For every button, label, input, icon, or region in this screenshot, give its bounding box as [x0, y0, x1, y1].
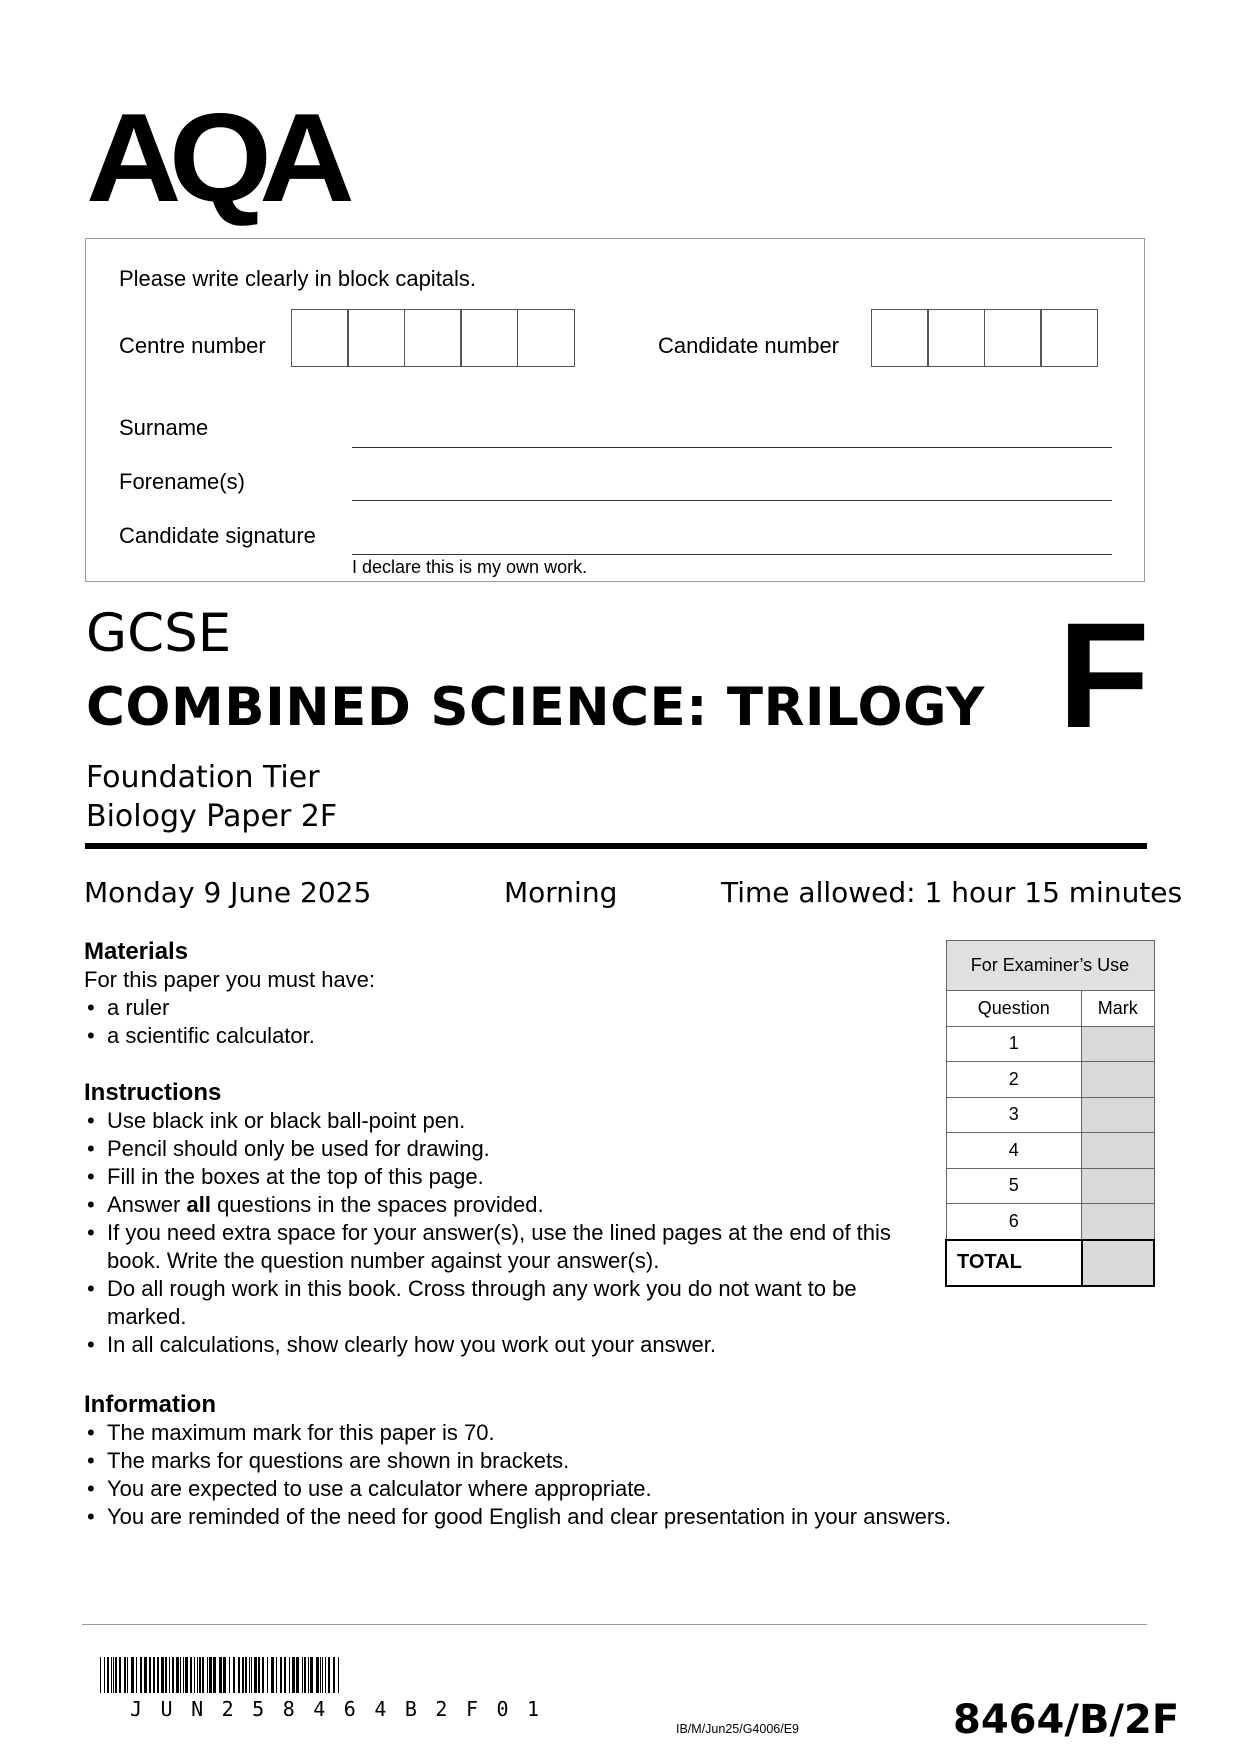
table-row — [946, 1168, 1154, 1204]
subject-title: COMBINED SCIENCE: TRILOGY — [86, 677, 985, 738]
centre-number-boxes — [292, 309, 575, 367]
block-capitals-instruction: Please write clearly in block capitals. — [119, 266, 477, 291]
instruction-item: • In all calculations, show clearly how you work out your answer. — [84, 1331, 924, 1359]
information-item: • You are reminded of the need for good English and clear presentation in your answers. — [84, 1503, 1084, 1531]
tier-letter: F — [1058, 591, 1150, 759]
information-item: • The maximum mark for this paper is 70. — [84, 1419, 1084, 1447]
centre-number-box[interactable] — [347, 309, 405, 367]
question-number: 4 — [946, 1133, 1082, 1169]
total-row — [946, 1240, 1154, 1286]
question-number: 2 — [946, 1062, 1082, 1098]
information-item: • The marks for questions are shown in brackets. — [84, 1447, 1084, 1475]
examiner-use-table — [945, 940, 1155, 1287]
table-row — [946, 1026, 1154, 1062]
paper-name: Biology Paper 2F — [86, 799, 338, 834]
declaration-text: I declare this is my own work. — [352, 557, 588, 577]
footer-rule — [82, 1624, 1147, 1625]
instruction-text: questions in the spaces provided. — [210, 1192, 544, 1217]
candidate-number-box[interactable] — [984, 309, 1042, 367]
candidate-number-box[interactable] — [927, 309, 985, 367]
paper-reference: IB/M/Jun25/G4006/E9 — [676, 1722, 799, 1736]
paper-code: 8464/B/2F — [953, 1697, 1180, 1743]
materials-item: • a ruler — [84, 994, 904, 1022]
materials-section — [84, 938, 904, 1050]
forenames-line[interactable] — [352, 500, 1112, 501]
instruction-item: • If you need extra space for your answer(s), use the lined pages at the end of this book. Write the question number against your answer(s). — [84, 1219, 924, 1275]
surname-label: Surname — [119, 415, 209, 440]
question-number: 5 — [946, 1168, 1082, 1204]
table-row — [946, 1133, 1154, 1169]
question-number: 3 — [946, 1097, 1082, 1133]
materials-intro: For this paper you must have: — [84, 967, 376, 992]
question-number: 1 — [946, 1026, 1082, 1062]
mark-cell — [1082, 1097, 1154, 1133]
table-row — [946, 1204, 1154, 1240]
signature-label: Candidate signature — [119, 523, 316, 548]
title-rule — [85, 843, 1147, 849]
surname-line[interactable] — [352, 447, 1112, 448]
centre-number-box[interactable] — [291, 309, 349, 367]
instructions-section — [84, 1079, 924, 1359]
table-row — [946, 1097, 1154, 1133]
barcode — [100, 1657, 555, 1693]
forenames-label: Forename(s) — [119, 469, 245, 494]
total-label: TOTAL — [946, 1240, 1082, 1286]
centre-number-box[interactable] — [460, 309, 518, 367]
candidate-details-box — [85, 238, 1145, 582]
instruction-item: • Do all rough work in this book. Cross through any work you do not want to be marked. — [84, 1275, 924, 1331]
instructions-heading: Instructions — [84, 1079, 222, 1106]
exam-date: Monday 9 June 2025 — [84, 876, 372, 909]
instruction-item: • Use black ink or black ball-point pen. — [84, 1107, 924, 1135]
instruction-emphasis: all — [186, 1192, 211, 1217]
mark-cell — [1082, 1026, 1154, 1062]
candidate-number-label: Candidate number — [658, 333, 840, 358]
materials-heading: Materials — [84, 938, 189, 965]
instruction-item — [84, 1191, 924, 1219]
centre-number-label: Centre number — [119, 333, 266, 358]
information-section — [84, 1391, 1084, 1531]
materials-item: • a scientific calculator. — [84, 1022, 904, 1050]
mark-cell — [1082, 1168, 1154, 1204]
tier-name: Foundation Tier — [86, 760, 320, 795]
mark-cell — [1082, 1133, 1154, 1169]
qualification-title: GCSE — [86, 603, 232, 664]
exam-session: Morning — [504, 876, 618, 909]
instruction-item: • Fill in the boxes at the top of this page. — [84, 1163, 924, 1191]
examiner-table-title: For Examiner’s Use — [946, 941, 1154, 991]
total-mark-cell — [1082, 1240, 1154, 1286]
question-number: 6 — [946, 1204, 1082, 1240]
candidate-number-box[interactable] — [1040, 309, 1098, 367]
centre-number-box[interactable] — [517, 309, 575, 367]
signature-line[interactable] — [352, 554, 1112, 555]
aqa-logo: AQA — [86, 87, 343, 228]
question-column-header: Question — [946, 991, 1082, 1027]
information-item: • You are expected to use a calculator where appropriate. — [84, 1475, 1084, 1503]
candidate-number-box[interactable] — [871, 309, 929, 367]
table-row — [946, 1062, 1154, 1098]
centre-number-box[interactable] — [404, 309, 462, 367]
mark-cell — [1082, 1204, 1154, 1240]
instruction-item: • Pencil should only be used for drawing. — [84, 1135, 924, 1163]
information-heading: Information — [84, 1391, 216, 1418]
instruction-text: Answer — [107, 1192, 187, 1217]
mark-cell — [1082, 1062, 1154, 1098]
mark-column-header: Mark — [1082, 991, 1154, 1027]
barcode-number: JUN258464B2F01 — [130, 1697, 558, 1721]
candidate-number-boxes — [872, 309, 1098, 367]
time-allowed: Time allowed: 1 hour 15 minutes — [721, 876, 1183, 909]
